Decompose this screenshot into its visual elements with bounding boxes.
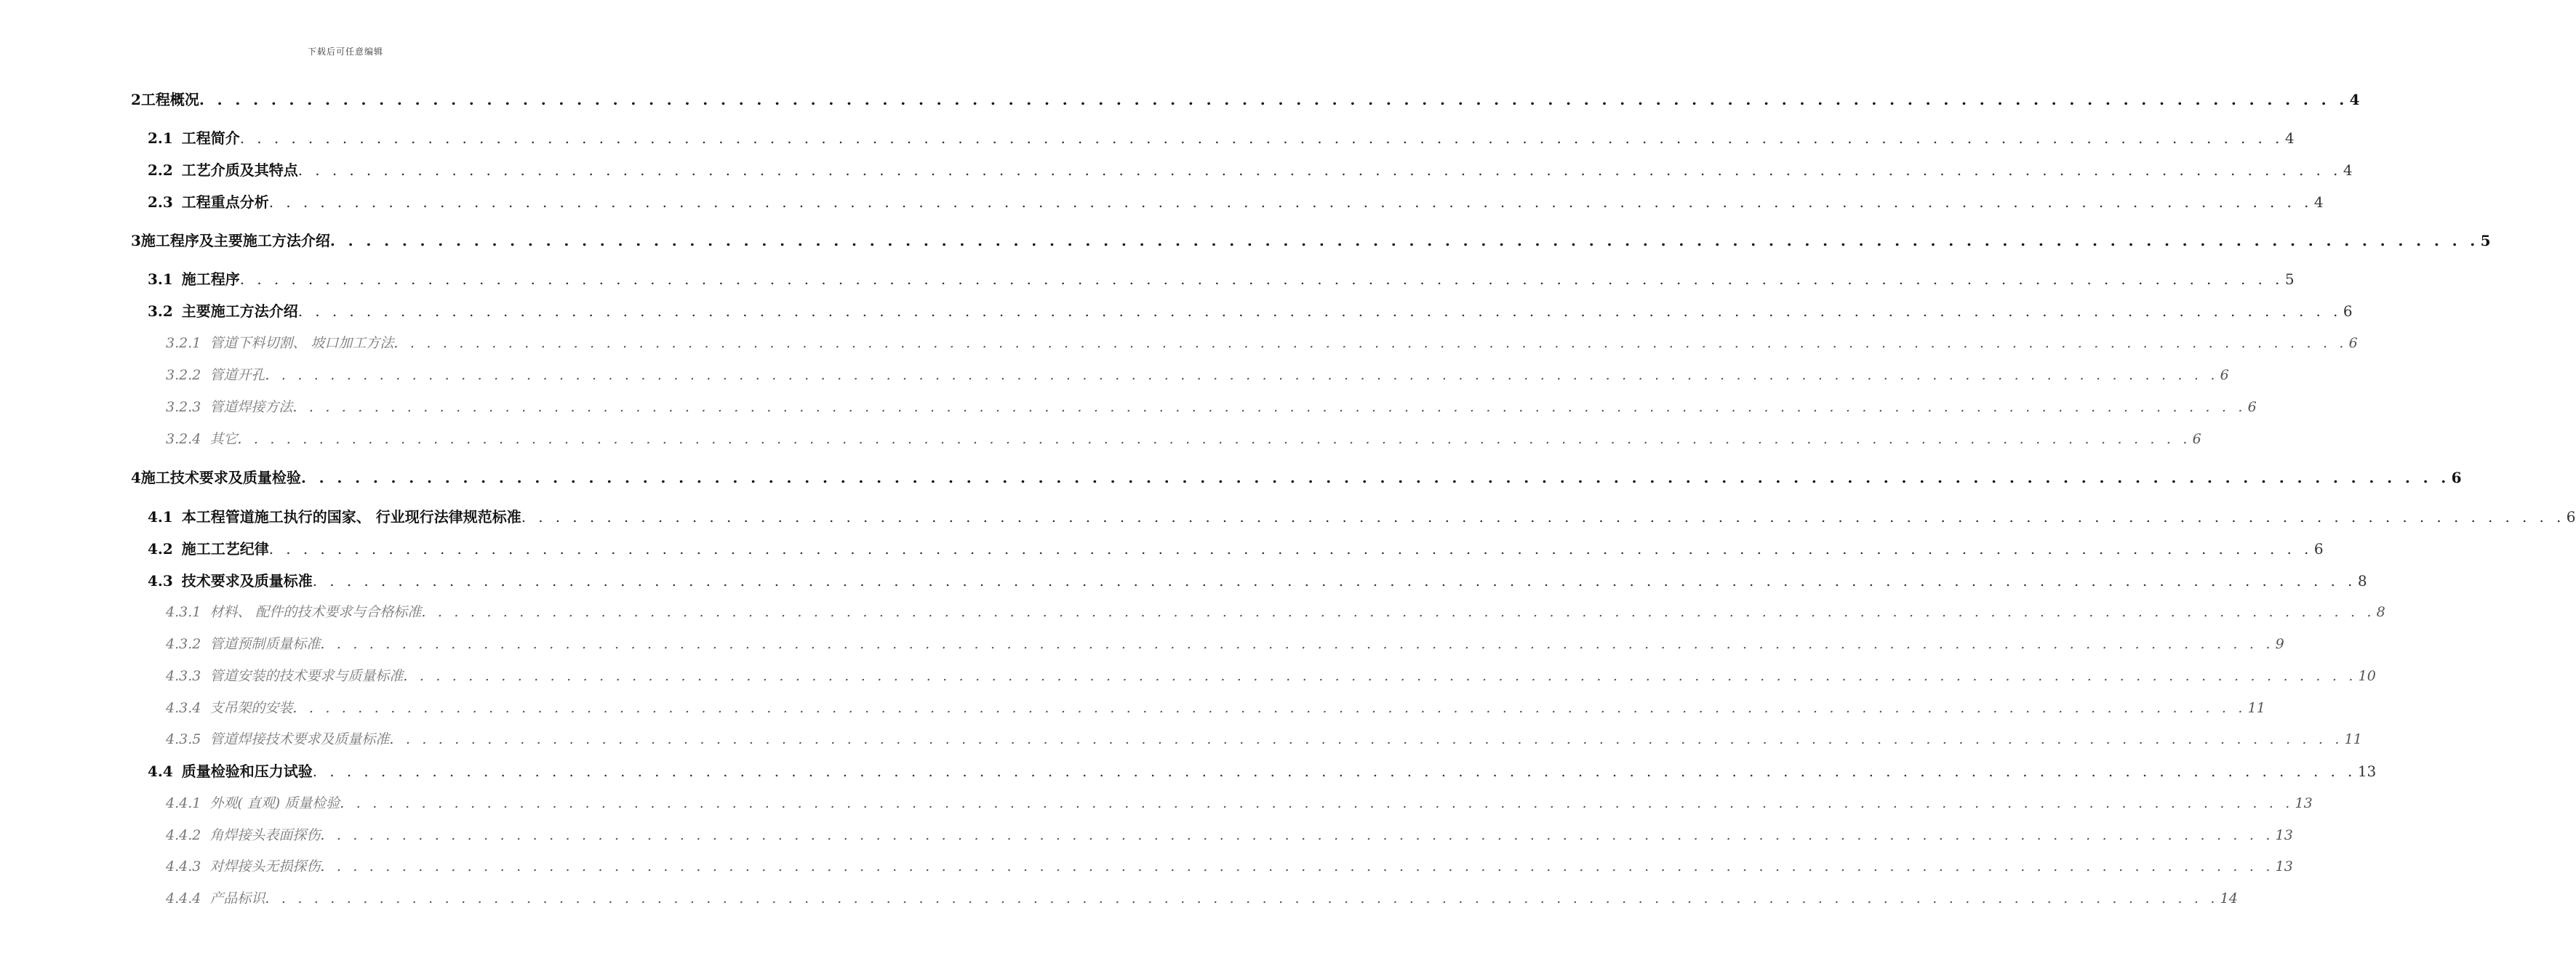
toc-dot-leader: . . . . . . . . . . . . . . . . . . . . . . . . . . . . . . . . . . . . . . . . . . . . . . . . . . . . . . . . . . . . . . . . . . . . . . . . . . . . . . . . . . . . . . . . . . . . . . . . . . . . . . . . . . . . . . . . . . . . . . . . (292, 399, 2247, 415)
toc-entry-page-number: 6 (2451, 469, 2462, 486)
toc-entry-title: 管道焊接技术要求及质量标准 (209, 731, 390, 747)
toc-entry-title: 管道预制质量标准 (209, 636, 321, 652)
toc-dot-leader: . . . . . . . . . . . . . . . . . . . . . . . . . . . . . . . . . . . . . . . . . . . . . . . . . . . . . . . . . . . . . . . . . . . . . . . . . . . . . . . . . . . . . . . . . . . . . . . . . . . . . . . . . . . . . . . . . . . . . . . . (521, 508, 2565, 526)
toc-dot-leader: . . . . . . . . . . . . . . . . . . . . . . . . . . . . . . . . . . . . . . . . . . . . . . . . . . . . . . . . . . . . . . . . . . . . . . . . . . . . . . . . . . . . . . . . . . . . . . . . . . . . . . . . . . . . . . . . . . . . . . . . (393, 335, 2348, 351)
toc-dot-leader: . . . . . . . . . . . . . . . . . . . . . . . . . . . . . . . . . . . . . . . . . . . . . . . . . . . . . . . . . . . . . . . . . . . . . . . . . . . . . . . . . . . . . . . . . . . . . . . . . . . . . . . . . . . . . . . . . . . . . . . . (237, 431, 2191, 447)
toc-entry-number: 4.4.1 (166, 795, 201, 811)
toc-entry-title: 其它 (209, 431, 238, 447)
toc-entry[interactable] (166, 397, 2257, 417)
toc-entry[interactable] (131, 467, 2462, 488)
toc-dot-leader: . . . . . . . . . . . . . . . . . . . . . . . . . . . . . . . . . . . . . . . . . . . . . . . . . . . . . . . . . . . . . . . . . . . . . . . . . . . . . . . . . . . . . . . . . . . . . . . . . . . . . . . . . . . . . . . . . . . . . . . . (297, 161, 2342, 179)
toc-entry-page-number: 8 (2376, 604, 2385, 620)
toc-dot-leader: . . . . . . . . . . . . . . . . . . . . . . . . . . . . . . . . . . . . . . . . . . . . . . . . . . . . . . . . . . . . . . . . . . . . . . . . . . . . . . . . . . . . . . . . . . . . . . . . . . . . . . . . . . . . . . . . . . . . . . . . (312, 763, 2356, 780)
toc-entry-title: 工艺介质及其特点 (181, 161, 298, 179)
toc-entry-page-number: 6 (2247, 399, 2257, 415)
toc-entry[interactable] (148, 539, 2324, 559)
toc-entry-page-number: 6 (2313, 540, 2324, 558)
toc-entry-title: 本工程管道施工执行的国家、 行业现行法律规范标准 (181, 508, 521, 526)
toc-entry-number: 2.2 (148, 161, 173, 179)
toc-entry-page-number: 13 (2275, 859, 2293, 875)
toc-entry-number: 4.3 (148, 572, 173, 590)
toc-entry-number: 4.1 (148, 508, 173, 526)
toc-entry[interactable] (166, 666, 2376, 686)
toc-dot-leader: . . . . . . . . . . . . . . . . . . . . . . . . . . . . . . . . . . . . . . . . . . . . . . . . . . . . . . . . . . . . . . . . . . . . . . . . . . . . . . . . . . . . . . . . . . . . . . . . . . . . . . . . . . . . . . . . . . . . . . . . (297, 302, 2342, 320)
toc-entry-page-number: 11 (2247, 700, 2265, 716)
toc-dot-leader: . . . . . . . . . . . . . . . . . . . . . . . . . . . . . . . . . . . . . . . . . . . . . . . . . . . . . . . . . . . . . . . . . . . . . . . . . . . . . . . . . . . . . . . . . . . . . . . . . . . . . . . . . . . . . . . . . . . . . . . . (265, 367, 2219, 383)
toc-entry-number: 3.2.3 (166, 399, 201, 415)
toc-entry[interactable] (148, 192, 2324, 212)
toc-entry[interactable] (131, 230, 2491, 251)
toc-entry[interactable] (148, 761, 2377, 781)
page-header: 下载后可任意编辑 (307, 47, 383, 57)
toc-entry-page-number: 5 (2480, 232, 2491, 249)
toc-entry[interactable] (166, 825, 2293, 845)
toc-entry-page-number: 13 (2275, 827, 2293, 843)
toc-entry-title: 产品标识 (209, 890, 265, 906)
toc-entry-title: 材料、 配件的技术要求与合格标准 (209, 604, 422, 620)
toc-entry-page-number: 8 (2357, 572, 2367, 590)
toc-entry-page-number: 6 (2220, 367, 2229, 383)
toc-entry-title: 技术要求及质量标准 (181, 572, 313, 590)
toc-entry[interactable] (148, 160, 2353, 180)
toc-dot-leader: . . . . . . . . . . . . . . . . . . . . . . . . . . . . . . . . . . . . . . . . . . . . . . . . . . . . . . . . . . . . . . . . . . . . . . . . . . . . . . . . . . . . . . . . . . . . . . . . . . . . . . . . . . . . . . . . . . . . . . . . (239, 270, 2284, 288)
toc-entry-number: 4.3.2 (166, 636, 201, 652)
toc-entry[interactable] (166, 698, 2265, 718)
toc-entry-number: 4.3.5 (166, 731, 201, 747)
toc-entry-page-number: 10 (2358, 668, 2376, 684)
toc-entry[interactable] (166, 365, 2229, 385)
toc-entry[interactable] (166, 333, 2358, 353)
toc-entry-number: 2.3 (148, 193, 173, 211)
toc-entry[interactable] (148, 571, 2367, 591)
toc-entry[interactable] (131, 89, 2360, 110)
toc-entry-title: 施工程序 (181, 270, 240, 288)
toc-dot-leader: . . . . . . . . . . . . . . . . . . . . . . . . . . . . . . . . . . . . . . . . . . . . . . . . . . . . . . . . . . . . . . . . . . . . . . . . . . . . . . . . . . . . . . . . . . . . . . . . . . . . . . . . . . . . . . . . . . . . . . . . (320, 859, 2274, 875)
toc-entry-number: 4.4.4 (166, 890, 201, 906)
toc-dot-leader: . . . . . . . . . . . . . . . . . . . . . . . . . . . . . . . . . . . . . . . . . . . . . . . . . . . . . . . . . . . . . . . . . . . . . . . . . . . . . . . . . . . . . . . . . . . . . . . . . . . . . . . . . . . . . . . . . . . . . . . . (421, 604, 2375, 620)
toc-entry-title: 管道开孔 (209, 367, 265, 383)
toc-entry-number: 4.3.1 (166, 604, 201, 620)
toc-entry-title: 施工技术要求及质量检验 (140, 469, 301, 486)
toc-entry-number: 2 (131, 91, 141, 108)
toc-entry-page-number: 6 (2343, 302, 2353, 320)
toc-entry[interactable] (166, 429, 2201, 449)
toc-entry-title: 工程简介 (181, 129, 240, 147)
toc-entry-page-number: 4 (2349, 91, 2360, 108)
toc-dot-leader: . . . . . . . . . . . . . . . . . . . . . . . . . . . . . . . . . . . . . . . . . . . . . . . . . . . . . . . . . . . . . . . . . . . . . . . . . . . . . . . . . . . . . . . . . . . . . . . . . . . . . . . . . . . . . . . . . . . . . . . . (239, 129, 2284, 147)
toc-entry[interactable] (166, 888, 2238, 909)
toc-entry-title: 管道下料切割、 坡口加工方法 (209, 335, 394, 351)
toc-entry-number: 2.1 (148, 129, 173, 147)
toc-entry[interactable] (148, 269, 2295, 289)
toc-entry[interactable] (166, 729, 2362, 749)
toc-entry-title: 管道安装的技术要求与质量标准 (209, 668, 404, 684)
toc-entry-title: 管道焊接方法 (209, 399, 293, 415)
toc-dot-leader: . . . . . . . . . . . . . . . . . . . . . . . . . . . . . . . . . . . . . . . . . . . . . . . . . . . . . . . . . . . . . . . . . . . . . . . . . . . . . . . . . . . . . . . . . . . . . . . . . . . . . . . . . . . . . . . . . . . . . . . . (265, 890, 2219, 906)
toc-entry-page-number: 13 (2357, 763, 2377, 780)
toc-dot-leader: . . . . . . . . . . . . . . . . . . . . . . . . . . . . . . . . . . . . . . . . . . . . . . . . . . . . . . . . . . . . . . . . . . . . . . . . . . . . . . . . . . . . . . . . . . . . . . . . . . . . . . . . . . . . . . . . . . . . . . . . (312, 572, 2356, 590)
toc-entry-title: 外观( 直观) 质量检验 (209, 795, 340, 811)
toc-dot-leader: . . . . . . . . . . . . . . . . . . . . . . . . . . . . . . . . . . . . . . . . . . . . . . . . . . . . . . . . . . . . . . . . . . . . . . . . . . . . . . . . . . . . . . . . . . . . . . . . . . . . . . . . . . . . . . . . . . . . . . . . (292, 700, 2247, 716)
toc-entry-number: 4.3.4 (166, 700, 201, 716)
toc-entry-title: 对焊接头无损探伤 (209, 859, 321, 875)
toc-entry-page-number: 4 (2343, 161, 2353, 179)
toc-entry-number: 3.2.1 (166, 335, 201, 351)
toc-entry[interactable] (148, 128, 2295, 148)
toc-dot-leader: . . . . . . . . . . . . . . . . . . . . . . . . . . . . . . . . . . . . . . . . . . . . . . . . . . . . . . . . . . . . . . . . . . . . . . . . . . . . . . . . . . . . . . . . . . . . . . . . . . . . . . . . . . . . . . . . . . . . . . . . (340, 795, 2294, 811)
toc-entry-page-number: 6 (2566, 508, 2576, 526)
toc-entry-number: 4.3.3 (166, 668, 201, 684)
toc-entry-title: 质量检验和压力试验 (181, 763, 313, 780)
toc-dot-leader: . . . . . . . . . . . . . . . . . . . . . . . . . . . . . . . . . . . . . . . . . . . . . . . . . . . . . . . . . . . . . . . . . . . . . . . . . . . . . . . . . . . . . . . . . . . . . . . . . . . . . . . . . . . . . . . . . . . . . . . . (268, 193, 2313, 211)
toc-entry-number: 4.4 (148, 763, 173, 780)
toc-dot-leader: . . . . . . . . . . . . . . . . . . . . . . . . . . . . . . . . . . . . . . . . . . . . . . . . . . . . . . . . . . . . . . . . . . . . . . . . . . . . . . . . . . . . . . . . . . . . . . . . . . . . . . . . . . . . . . . . . . . . . . . . (320, 636, 2274, 652)
toc-entry-title: 施工工艺纪律 (181, 540, 269, 558)
toc-entry-number: 4.2 (148, 540, 173, 558)
toc-entry-number: 3.1 (148, 270, 173, 288)
toc-dot-leader: . . . . . . . . . . . . . . . . . . . . . . . . . . . . . . . . . . . . . . . . . . . . . . . . . . . . . . . . . . . . . . . . . . . . . . . . . . . . . . . . . . . . . . . . . . . . . . . . . . . . . . . . . . . . . . . . . . . . . . . . (329, 232, 2479, 249)
toc-entry-page-number: 6 (2348, 335, 2358, 351)
toc-entry-number: 3.2.2 (166, 367, 201, 383)
toc-entry-title: 工程重点分析 (181, 193, 269, 211)
toc-entry-number: 4.4.2 (166, 827, 201, 843)
toc-entry-number: 3 (131, 232, 141, 249)
toc-entry-page-number: 6 (2192, 431, 2201, 447)
toc-entry-page-number: 5 (2284, 270, 2295, 288)
toc-dot-leader: . . . . . . . . . . . . . . . . . . . . . . . . . . . . . . . . . . . . . . . . . . . . . . . . . . . . . . . . . . . . . . . . . . . . . . . . . . . . . . . . . . . . . . . . . . . . . . . . . . . . . . . . . . . . . . . . . . . . . . . . (403, 668, 2357, 684)
toc-entry-title: 施工程序及主要施工方法介绍 (140, 232, 330, 249)
toc-entry[interactable] (166, 602, 2385, 622)
toc-entry[interactable] (148, 507, 2576, 527)
toc-entry-number: 3.2.4 (166, 431, 201, 447)
toc-entry[interactable] (166, 634, 2284, 654)
toc-entry-page-number: 9 (2275, 636, 2284, 652)
toc-dot-leader: . . . . . . . . . . . . . . . . . . . . . . . . . . . . . . . . . . . . . . . . . . . . . . . . . . . . . . . . . . . . . . . . . . . . . . . . . . . . . . . . . . . . . . . . . . . . . . . . . . . . . . . . . . . . . . . . . . . . . . . . (300, 469, 2450, 486)
toc-entry-page-number: 4 (2313, 193, 2324, 211)
toc-entry-page-number: 4 (2284, 129, 2295, 147)
toc-entry-number: 4 (131, 469, 141, 486)
toc-entry[interactable] (148, 301, 2353, 321)
toc-dot-leader: . . . . . . . . . . . . . . . . . . . . . . . . . . . . . . . . . . . . . . . . . . . . . . . . . . . . . . . . . . . . . . . . . . . . . . . . . . . . . . . . . . . . . . . . . . . . . . . . . . . . . . . . . . . . . . . . . . . . . . . . (389, 731, 2343, 747)
toc-entry-title: 主要施工方法介绍 (181, 302, 298, 320)
toc-entry[interactable] (166, 793, 2313, 813)
toc-entry-title: 工程概况 (140, 91, 199, 108)
toc-entry-number: 4.4.3 (166, 859, 201, 875)
toc-entry-page-number: 11 (2344, 731, 2362, 747)
toc-entry-page-number: 14 (2220, 890, 2238, 906)
toc-dot-leader: . . . . . . . . . . . . . . . . . . . . . . . . . . . . . . . . . . . . . . . . . . . . . . . . . . . . . . . . . . . . . . . . . . . . . . . . . . . . . . . . . . . . . . . . . . . . . . . . . . . . . . . . . . . . . . . . . . . . . . . . (199, 91, 2348, 108)
toc-dot-leader: . . . . . . . . . . . . . . . . . . . . . . . . . . . . . . . . . . . . . . . . . . . . . . . . . . . . . . . . . . . . . . . . . . . . . . . . . . . . . . . . . . . . . . . . . . . . . . . . . . . . . . . . . . . . . . . . . . . . . . . . (268, 540, 2313, 558)
toc-entry[interactable] (166, 856, 2293, 877)
toc-entry-title: 支吊架的安装 (209, 700, 293, 716)
toc-dot-leader: . . . . . . . . . . . . . . . . . . . . . . . . . . . . . . . . . . . . . . . . . . . . . . . . . . . . . . . . . . . . . . . . . . . . . . . . . . . . . . . . . . . . . . . . . . . . . . . . . . . . . . . . . . . . . . . . . . . . . . . . (320, 827, 2274, 843)
toc-entry-page-number: 13 (2295, 795, 2313, 811)
toc-entry-number: 3.2 (148, 302, 173, 320)
toc-entry-title: 角焊接头表面探伤 (209, 827, 321, 843)
